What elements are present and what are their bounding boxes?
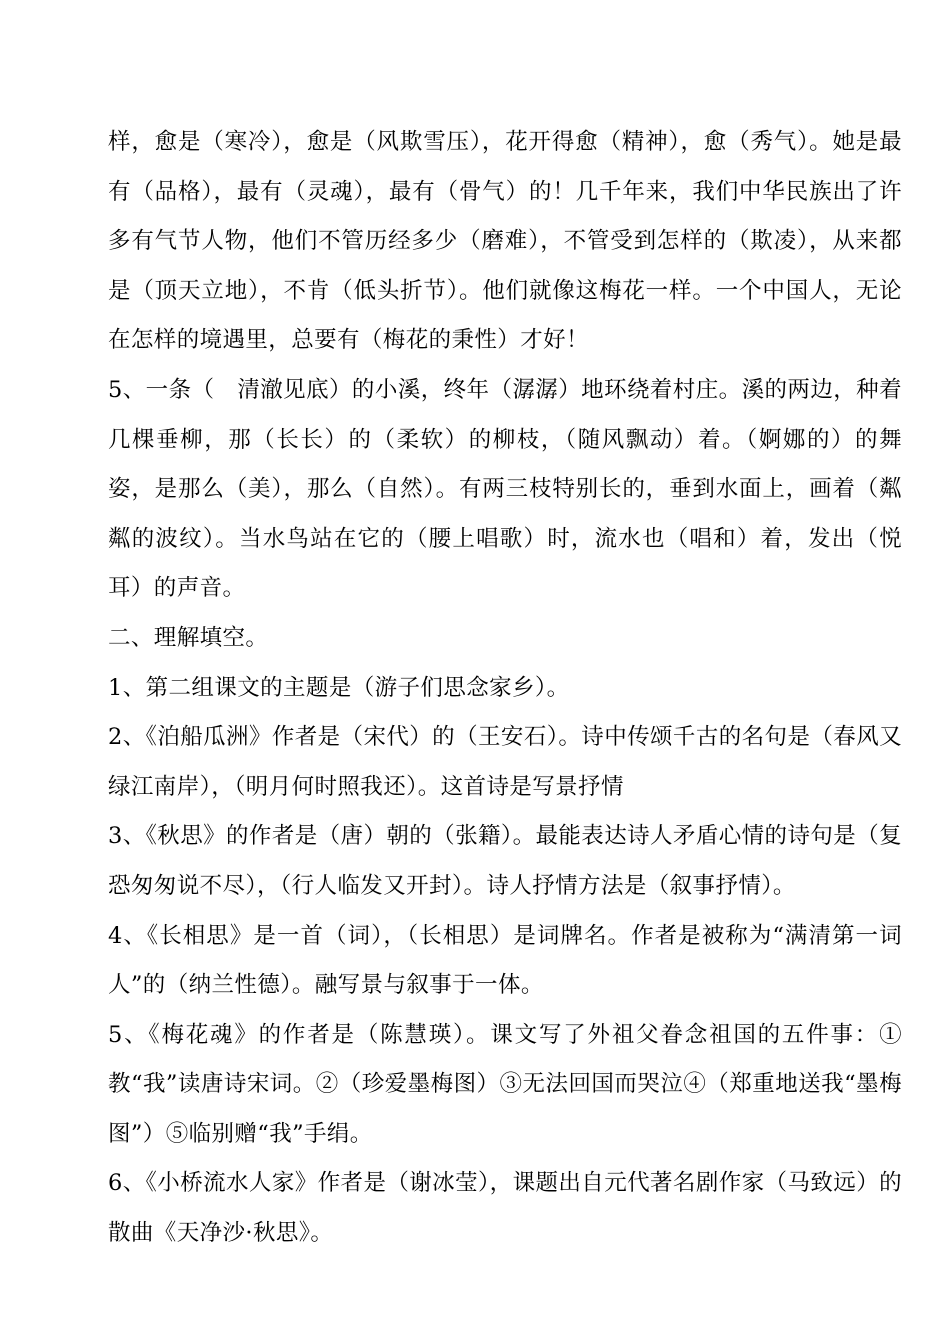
paragraph-item-5-stream: 5、一条（ 清澈见底）的小溪，终年（潺潺）地环绕着村庄。溪的两边，种着几棵垂柳，那（长长）的（柔软）的柳枝，（随风飘动）着。（婀娜的）的舞姿，是那么（美），那么（自然）。有两三枝特别长的，垂到水面上，画着（粼粼的波纹）。当水鸟站在它的（腰上唱歌）时，流水也（唱和）着，发出（悦耳）的声音。 [108,376,902,602]
question-6: 6、《小桥流水人家》作者是（谢冰莹），课题出自元代著名剧作家（马致远）的散曲《天净沙·秋思》。 [108,1170,902,1247]
question-1: 1、第二组课文的主题是（游子们思念家乡）。 [108,674,570,701]
paragraph-plum-blossom-continued: 样，愈是（寒冷），愈是（风欺雪压），花开得愈（精神），愈（秀气）。她是最有（品格），最有（灵魂），最有（骨气）的！几千年来，我们中华民族出了许多有气节人物，他们不管历经多少（磨难），不管受到怎样的（欺凌），从来都是（顶天立地），不肯（低头折节）。他们就像这梅花一样。一个中国人，无论在怎样的境遇里，总要有（梅花的秉性）才好！ [108,129,902,354]
question-5: 5、《梅花魂》的作者是（陈慧瑛）。课文写了外祖父眷念祖国的五件事：①教“我”读唐诗宋词。②（珍爱墨梅图）③无法回国而哭泣④（郑重地送我“墨梅图”）⑤临别赠“我”手绢。 [108,1021,902,1147]
question-2: 2、《泊船瓜洲》作者是（宋代）的（王安石）。诗中传颂千古的名句是（春风又绿江南岸），（明月何时照我还）。这首诗是写景抒情 [108,724,902,800]
question-4: 4、《长相思》是一首（词），（长相思）是词牌名。作者是被称为“满清第一词人”的（纳兰性德）。融写景与叙事于一体。 [108,922,902,999]
section-heading-comprehension: 二、理解填空。 [108,624,269,651]
question-3: 3、《秋思》的作者是（唐）朝的（张籍）。最能表达诗人矛盾心情的诗句是（复恐匆匆说不尽），（行人临发又开封）。诗人抒情方法是（叙事抒情）。 [108,823,902,899]
document-page [108,118,902,1259]
